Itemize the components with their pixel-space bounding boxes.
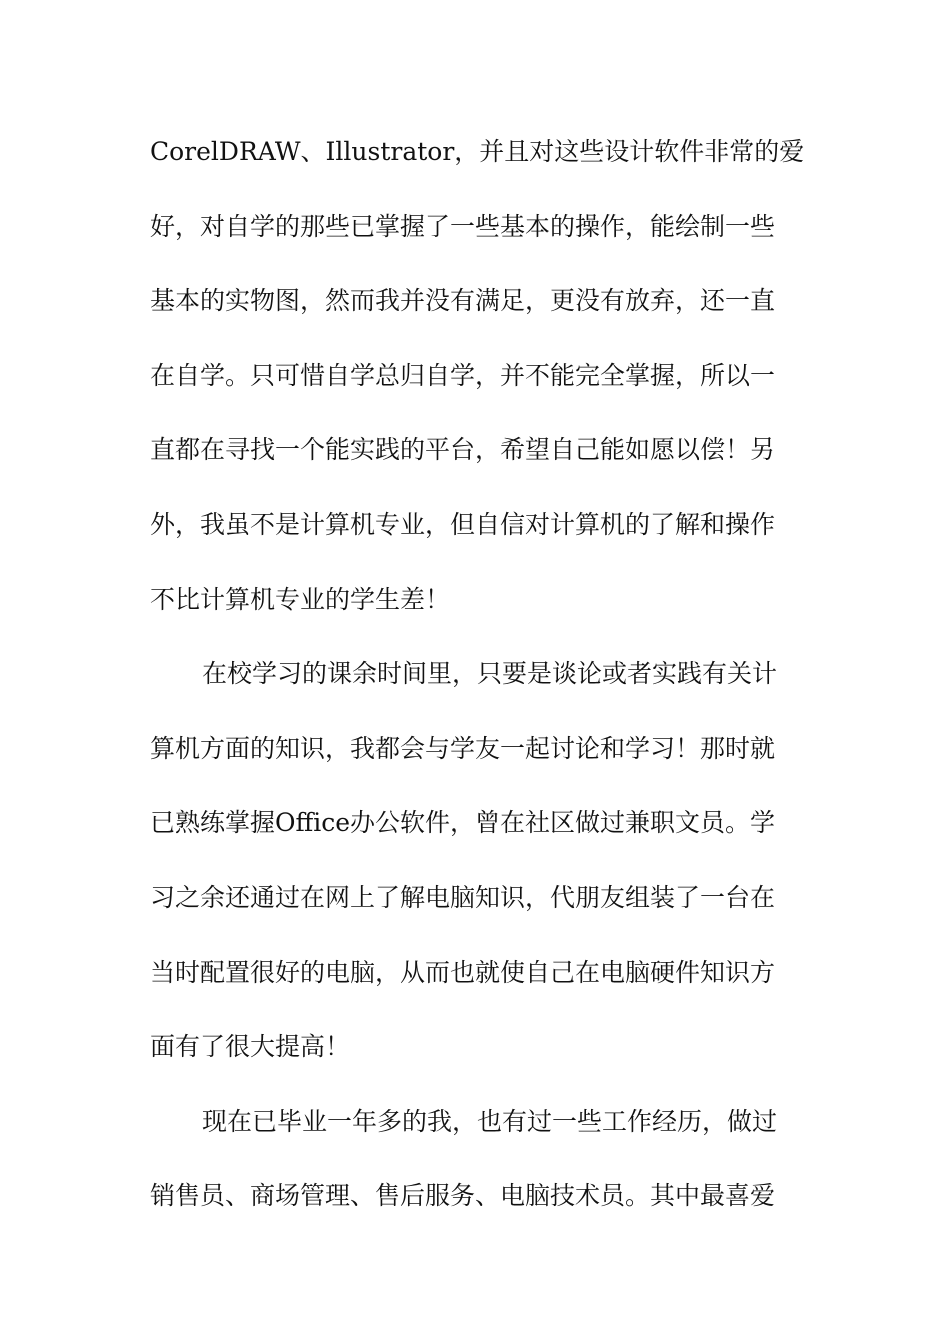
text-line: 直都在寻找一个能实践的平台，希望自己能如愿以偿！另 bbox=[150, 435, 776, 465]
paragraph-start-line: 在校学习的课余时间里，只要是谈论或者实践有关计 bbox=[202, 659, 778, 689]
text-line: 习之余还通过在网上了解电脑知识，代朋友组装了一台在 bbox=[150, 882, 776, 912]
text-line: 不比计算机专业的学生差！ bbox=[150, 584, 451, 614]
document-body bbox=[150, 115, 805, 1234]
text-line: 已熟练掌握Office办公软件，曾在社区做过兼职文员。学 bbox=[150, 808, 776, 838]
text-line: 当时配置很好的电脑，从而也就使自己在电脑硬件知识方 bbox=[150, 957, 776, 987]
text-line: 外，我虽不是计算机专业，但自信对计算机的了解和操作 bbox=[150, 509, 776, 539]
paragraph-start-line: 现在已毕业一年多的我，也有过一些工作经历，做过 bbox=[202, 1106, 778, 1136]
text-line: 基本的实物图，然而我并没有满足，更没有放弃，还一直 bbox=[150, 286, 776, 316]
text-line: 面有了很大提高！ bbox=[150, 1032, 351, 1062]
text-line: 算机方面的知识，我都会与学友一起讨论和学习！那时就 bbox=[150, 733, 776, 763]
text-line: 在自学。只可惜自学总归自学，并不能完全掌握，所以一 bbox=[150, 360, 776, 390]
text-line: 好，对自学的那些已掌握了一些基本的操作，能绘制一些 bbox=[150, 211, 776, 241]
text-line: 销售员、商场管理、售后服务、电脑技术员。其中最喜爱 bbox=[150, 1181, 776, 1211]
text-line: CorelDRAW、Illustrator，并且对这些设计软件非常的爱 bbox=[150, 137, 805, 166]
